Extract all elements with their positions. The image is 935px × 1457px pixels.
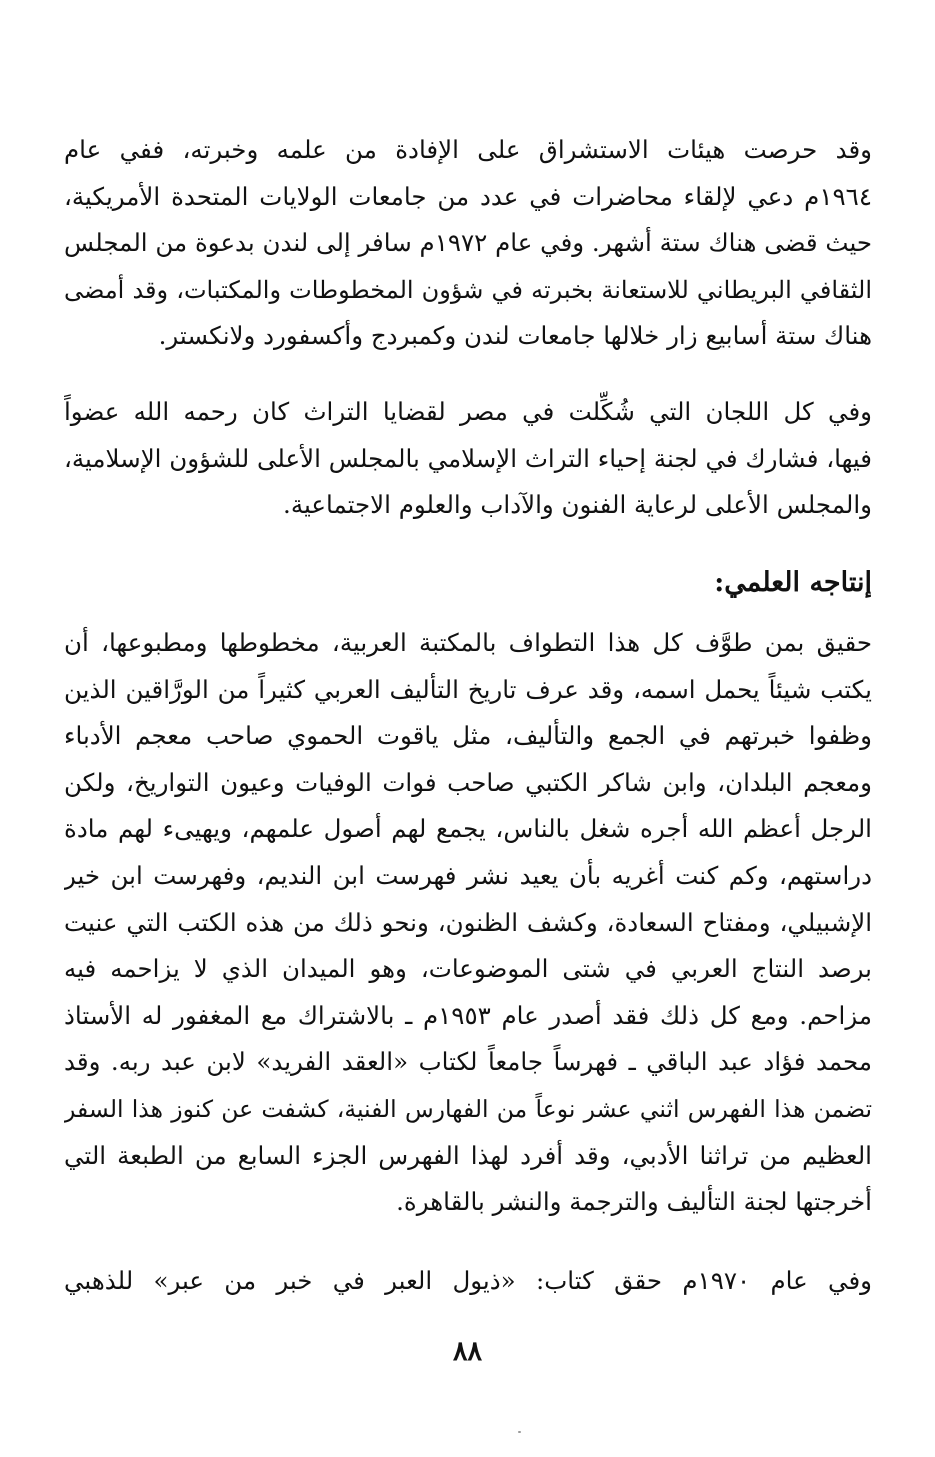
text-line: دراستهم، وكم كنت أغريه بأن يعيد نشر فهرست ابن النديم، وفهرست ابن خير (64, 860, 872, 890)
text-line: الإشبيلي، ومفتاح السعادة، وكشف الظنون، ونحو ذلك من هذه الكتب التي عنيت (64, 907, 872, 937)
text-line: الثقافي البريطاني للاستعانة بخبرته في شؤون المخطوطات والمكتبات، وقد أمضى (64, 275, 872, 304)
section-heading: إنتاجه العلمي: (714, 567, 872, 598)
text-line: مزاحم. ومع كل ذلك فقد أصدر عام ١٩٥٣م ـ بالاشتراك مع المغفور له الأستاذ (64, 1000, 872, 1030)
text-line: أخرجتها لجنة التأليف والترجمة والنشر بالقاهرة. (396, 1187, 872, 1217)
text-line: حيث قضى هناك ستة أشهر. وفي عام ١٩٧٢م سافر إلى لندن بدعوة من المجلس (64, 228, 872, 258)
text-line: ومعجم البلدان، وابن شاكر الكتبي صاحب فوات الوفيات وعيون التواريخ، ولكن (64, 767, 872, 797)
text-line: وفي عام ١٩٧٠م حقق كتاب: «ذيول العبر في خبر من عبر» للذهبي (64, 1266, 872, 1295)
scan-speck (518, 1431, 521, 1433)
text-line: الرجل أعظم الله أجره شغل بالناس، يجمع لهم أصول علمهم، ويهيىء لهم مادة (64, 814, 872, 844)
text-line: يكتب شيئاً يحمل اسمه، وقد عرف تاريخ التأليف العربي كثيراً من الورَّاقين الذين (64, 674, 872, 704)
page-number: ٨٨ (452, 1336, 482, 1367)
text-line: محمد فؤاد عبد الباقي ـ فهرساً جامعاً لكتاب «العقد الفريد» لابن عبد ربه. وقد (64, 1047, 872, 1077)
paragraph-3 (64, 620, 872, 1226)
text-line: والمجلس الأعلى لرعاية الفنون والآداب والعلوم الاجتماعية. (283, 490, 872, 520)
paragraph-4 (64, 1258, 872, 1305)
text-line: ١٩٦٤م دعي لإلقاء محاضرات في عدد من جامعات الولايات المتحدة الأمريكية، (64, 181, 872, 211)
text-line: هناك ستة أسابيع زار خلالها جامعات لندن وكمبردج وأكسفورد ولانكستر. (158, 321, 872, 351)
text-line: وظفوا خبرتهم في الجمع والتأليف، مثل ياقوت الحموي صاحب معجم الأدباء (64, 721, 872, 751)
text-line: وفي كل اللجان التي شُكِّلت في مصر لقضايا التراث كان رحمه الله عضواً (64, 397, 872, 426)
text-line: فيها، فشارك في لجنة إحياء التراث الإسلامي بالمجلس الأعلى للشؤون الإسلامية، (64, 443, 872, 473)
text-line: العظيم من تراثنا الأدبي، وقد أفرد لهذا الفهرس الجزء السابع من الطبعة التي (64, 1140, 872, 1170)
paragraph-1 (64, 127, 872, 360)
text-line: وقد حرصت هيئات الاستشراق على الإفادة من علمه وخبرته، ففي عام (64, 135, 872, 164)
paragraph-2 (64, 389, 872, 529)
text-line: برصد النتاج العربي في شتى الموضوعات، وهو الميدان الذي لا يزاحمه فيه (64, 954, 872, 984)
text-line: حقيق بمن طوَّف كل هذا التطواف بالمكتبة العربية، مخطوطها ومطبوعها، أن (64, 628, 872, 657)
text-line: تضمن هذا الفهرس اثني عشر نوعاً من الفهارس الفنية، كشفت عن كنوز هذا السفر (64, 1094, 872, 1123)
